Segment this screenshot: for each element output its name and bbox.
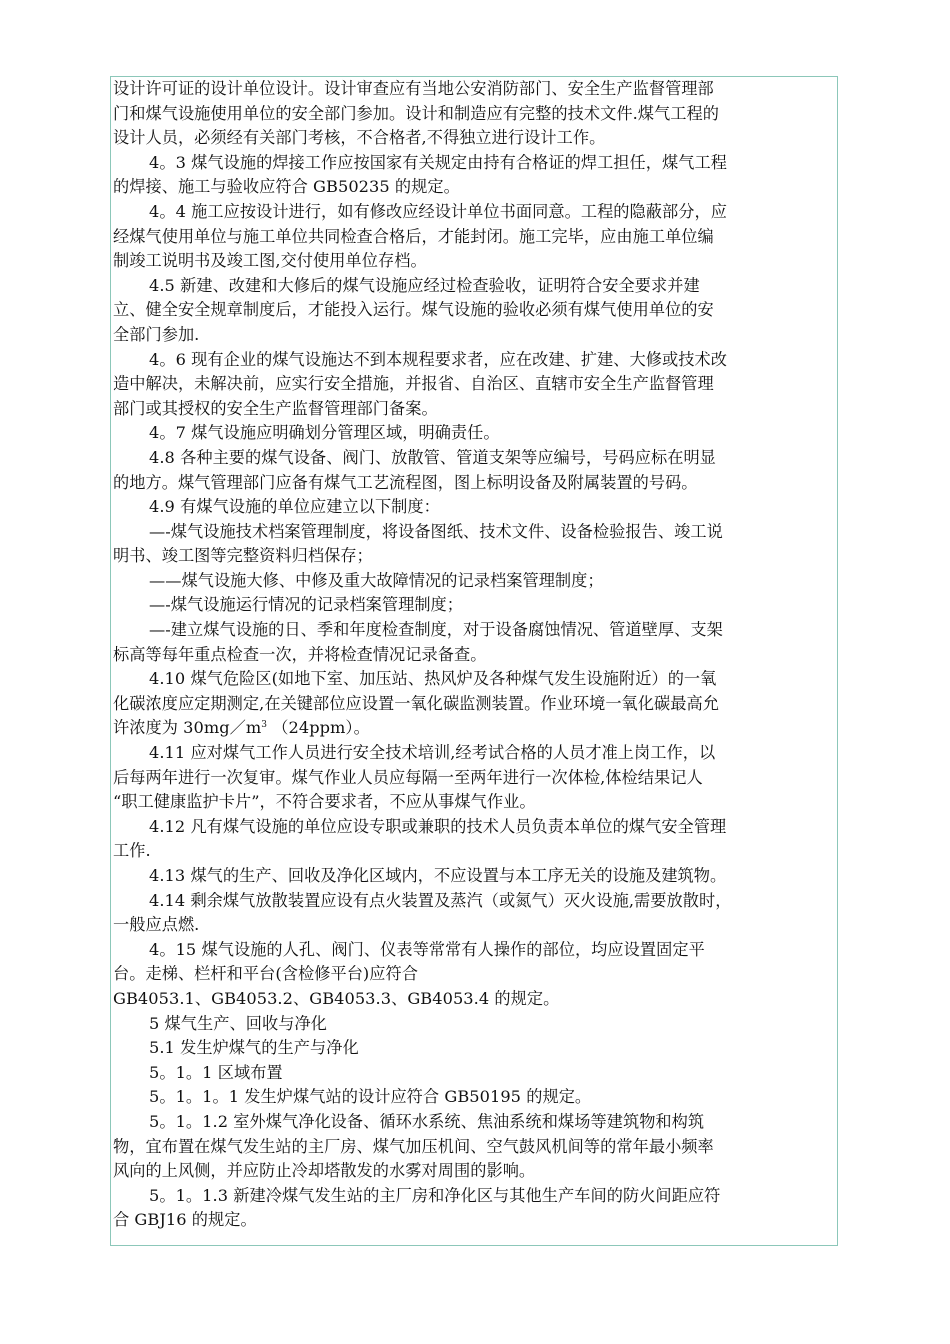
line-text: 的焊接、施工与验收应符合 GB50235 的规定。 [113, 177, 460, 197]
line-text: 的地方。煤气管理部门应备有煤气工艺流程图，图上标明设备及附属装置的号码。 [113, 472, 698, 492]
text-line [113, 520, 829, 545]
text-line [113, 962, 829, 987]
line-text: 工作. [113, 841, 151, 861]
text-line [113, 815, 829, 840]
text-line [113, 126, 829, 151]
line-text: 5。1。1 区域布置 [149, 1062, 283, 1082]
text-line [113, 274, 829, 299]
line-text: 制竣工说明书及竣工图,交付使用单位存档。 [113, 251, 427, 271]
line-text: 4。15 煤气设施的人孔、阀门、仪表等常常有人操作的部位，均应设置固定平 [149, 939, 705, 959]
text-line [113, 249, 829, 274]
line-text: 部门或其授权的安全生产监督管理部门备案。 [113, 398, 438, 418]
text-line [113, 913, 829, 938]
text-line [113, 1208, 829, 1233]
line-text: 许浓度为 30mg／m [113, 718, 262, 738]
line-text: 5。1。1。1 发生炉煤气站的设计应符合 GB50195 的规定。 [149, 1087, 592, 1107]
line-text: 门和煤气设施使用单位的安全部门参加。设计和制造应有完整的技术文件.煤气工程的 [113, 103, 719, 123]
superscript: 3 [261, 720, 268, 731]
line-text: GB4053.1、GB4053.2、GB4053.3、GB4053.4 的规定。 [113, 988, 560, 1008]
line-text: 5。1。1.2 室外煤气净化设备、循环水系统、焦油系统和煤场等建筑物和构筑 [149, 1111, 705, 1131]
line-text: 风向的上风侧，并应防止冷却塔散发的水雾对周围的影响。 [113, 1161, 536, 1181]
line-text: 4。7 煤气设施应明确划分管理区域，明确责任。 [149, 423, 500, 443]
text-line [113, 938, 829, 963]
line-text: 4。4 施工应按设计进行，如有修改应经设计单位书面同意。工程的隐蔽部分，应 [149, 201, 727, 221]
line-text: 物，宜布置在煤气发生站的主厂房、煤气加压机间、空气鼓风机间等的常年最小频率 [113, 1136, 714, 1156]
text-line [113, 446, 829, 471]
text-line [113, 471, 829, 496]
text-line [113, 741, 829, 766]
text-line [113, 348, 829, 373]
text-line [113, 987, 829, 1012]
text-line [113, 200, 829, 225]
text-line [113, 839, 829, 864]
line-text: 台。走梯、栏杆和平台(含检修平台)应符合 [113, 964, 419, 984]
line-text: 4.14 剩余煤气放散装置应设有点火装置及蒸汽（或氮气）灭火设施,需要放散时， [149, 890, 732, 910]
line-text: 经煤气使用单位与施工单位共同检查合格后，才能封闭。施工完毕，应由施工单位编 [113, 226, 714, 246]
line-text: 明书、竣工图等完整资料归档保存； [113, 546, 373, 566]
line-text: —-煤气设施技术档案管理制度，将设备图纸、技术文件、设备检验报告、竣工说 [149, 521, 723, 541]
text-line [113, 766, 829, 791]
line-text-after: （24ppm）。 [267, 718, 370, 738]
text-line [113, 790, 829, 815]
line-text: 造中解决，未解决前，应实行安全措施，并报省、自治区、直辖市安全生产监督管理 [113, 374, 714, 394]
line-text: 后每两年进行一次复审。煤气作业人员应每隔一至两年进行一次体检,体检结果记人 [113, 767, 703, 787]
line-text: —-煤气设施运行情况的记录档案管理制度； [149, 595, 464, 615]
text-line [113, 225, 829, 250]
text-line [113, 323, 829, 348]
text-line [113, 298, 829, 323]
text-line [113, 864, 829, 889]
line-text: 立、健全安全规章制度后，才能投入运行。煤气设施的验收必须有煤气使用单位的安 [113, 300, 714, 320]
line-text: 合 GBJ16 的规定。 [113, 1210, 257, 1230]
line-text: 4.11 应对煤气工作人员进行安全技术培训,经考试合格的人员才准上岗工作，以 [149, 743, 716, 763]
text-line [113, 1159, 829, 1184]
text-line [113, 1036, 829, 1061]
line-text: 5。1。1.3 新建冷煤气发生站的主厂房和净化区与其他生产车间的防火间距应符 [149, 1185, 721, 1205]
document-frame [110, 76, 838, 1246]
line-text: —-建立煤气设施的日、季和年度检查制度，对于设备腐蚀情况、管道壁厚、支架 [149, 620, 723, 640]
text-line [113, 1012, 829, 1037]
text-line [113, 421, 829, 446]
text-line [113, 175, 829, 200]
line-text: 4.9 有煤气设施的单位应建立以下制度： [149, 497, 440, 517]
text-line [113, 372, 829, 397]
text-line [113, 544, 829, 569]
text-line [113, 102, 829, 127]
line-text: 4.5 新建、改建和大修后的煤气设施应经过检查验收，证明符合安全要求并建 [149, 275, 700, 295]
line-text: 标高等每年重点检查一次，并将检查情况记录备查。 [113, 644, 487, 664]
line-text: 4.8 各种主要的煤气设备、阀门、放散管、管道支架等应编号，号码应标在明显 [149, 447, 716, 467]
text-line [113, 618, 829, 643]
line-text: 5.1 发生炉煤气的生产与净化 [149, 1038, 359, 1058]
text-line [113, 1184, 829, 1209]
text-line [113, 569, 829, 594]
line-text: 4。6 现有企业的煤气设施达不到本规程要求者，应在改建、扩建、大修或技术改 [149, 349, 727, 369]
line-text: “职工健康监护卡片”，不符合要求者，不应从事煤气作业。 [113, 792, 536, 812]
line-text: ——煤气设施大修、中修及重大故障情况的记录档案管理制度； [149, 570, 604, 590]
text-line [113, 151, 829, 176]
text-line [113, 1061, 829, 1086]
line-text: 4。3 煤气设施的焊接工作应按国家有关规定由持有合格证的焊工担任，煤气工程 [149, 152, 727, 172]
line-text: 5 煤气生产、回收与净化 [149, 1013, 327, 1033]
line-text: 化碳浓度应定期测定,在关键部位应设置一氧化碳监测装置。作业环境一氧化碳最高允 [113, 693, 719, 713]
text-line [113, 495, 829, 520]
text-line [113, 77, 829, 102]
text-line [113, 692, 829, 717]
line-text: 4.12 凡有煤气设施的单位应设专职或兼职的技术人员负责本单位的煤气安全管理 [149, 816, 727, 836]
text-line [113, 716, 829, 741]
line-text: 设计人员，必须经有关部门考核，不合格者,不得独立进行设计工作。 [113, 128, 606, 148]
line-text: 一般应点燃. [113, 915, 200, 935]
text-line [113, 1085, 829, 1110]
line-text: 4.10 煤气危险区(如地下室、加压站、热风炉及各种煤气发生设施附近）的一氧 [149, 669, 717, 689]
text-line [113, 593, 829, 618]
line-text: 全部门参加. [113, 324, 200, 344]
text-line [113, 397, 829, 422]
line-text: 4.13 煤气的生产、回收及净化区域内，不应设置与本工序无关的设施及建筑物。 [149, 866, 727, 885]
line-text: 设计许可证的设计单位设计。设计审查应有当地公安消防部门、安全生产监督管理部 [113, 79, 714, 98]
text-line [113, 1135, 829, 1160]
text-line [113, 1110, 829, 1135]
text-line [113, 889, 829, 914]
text-line [113, 643, 829, 668]
text-line [113, 667, 829, 692]
